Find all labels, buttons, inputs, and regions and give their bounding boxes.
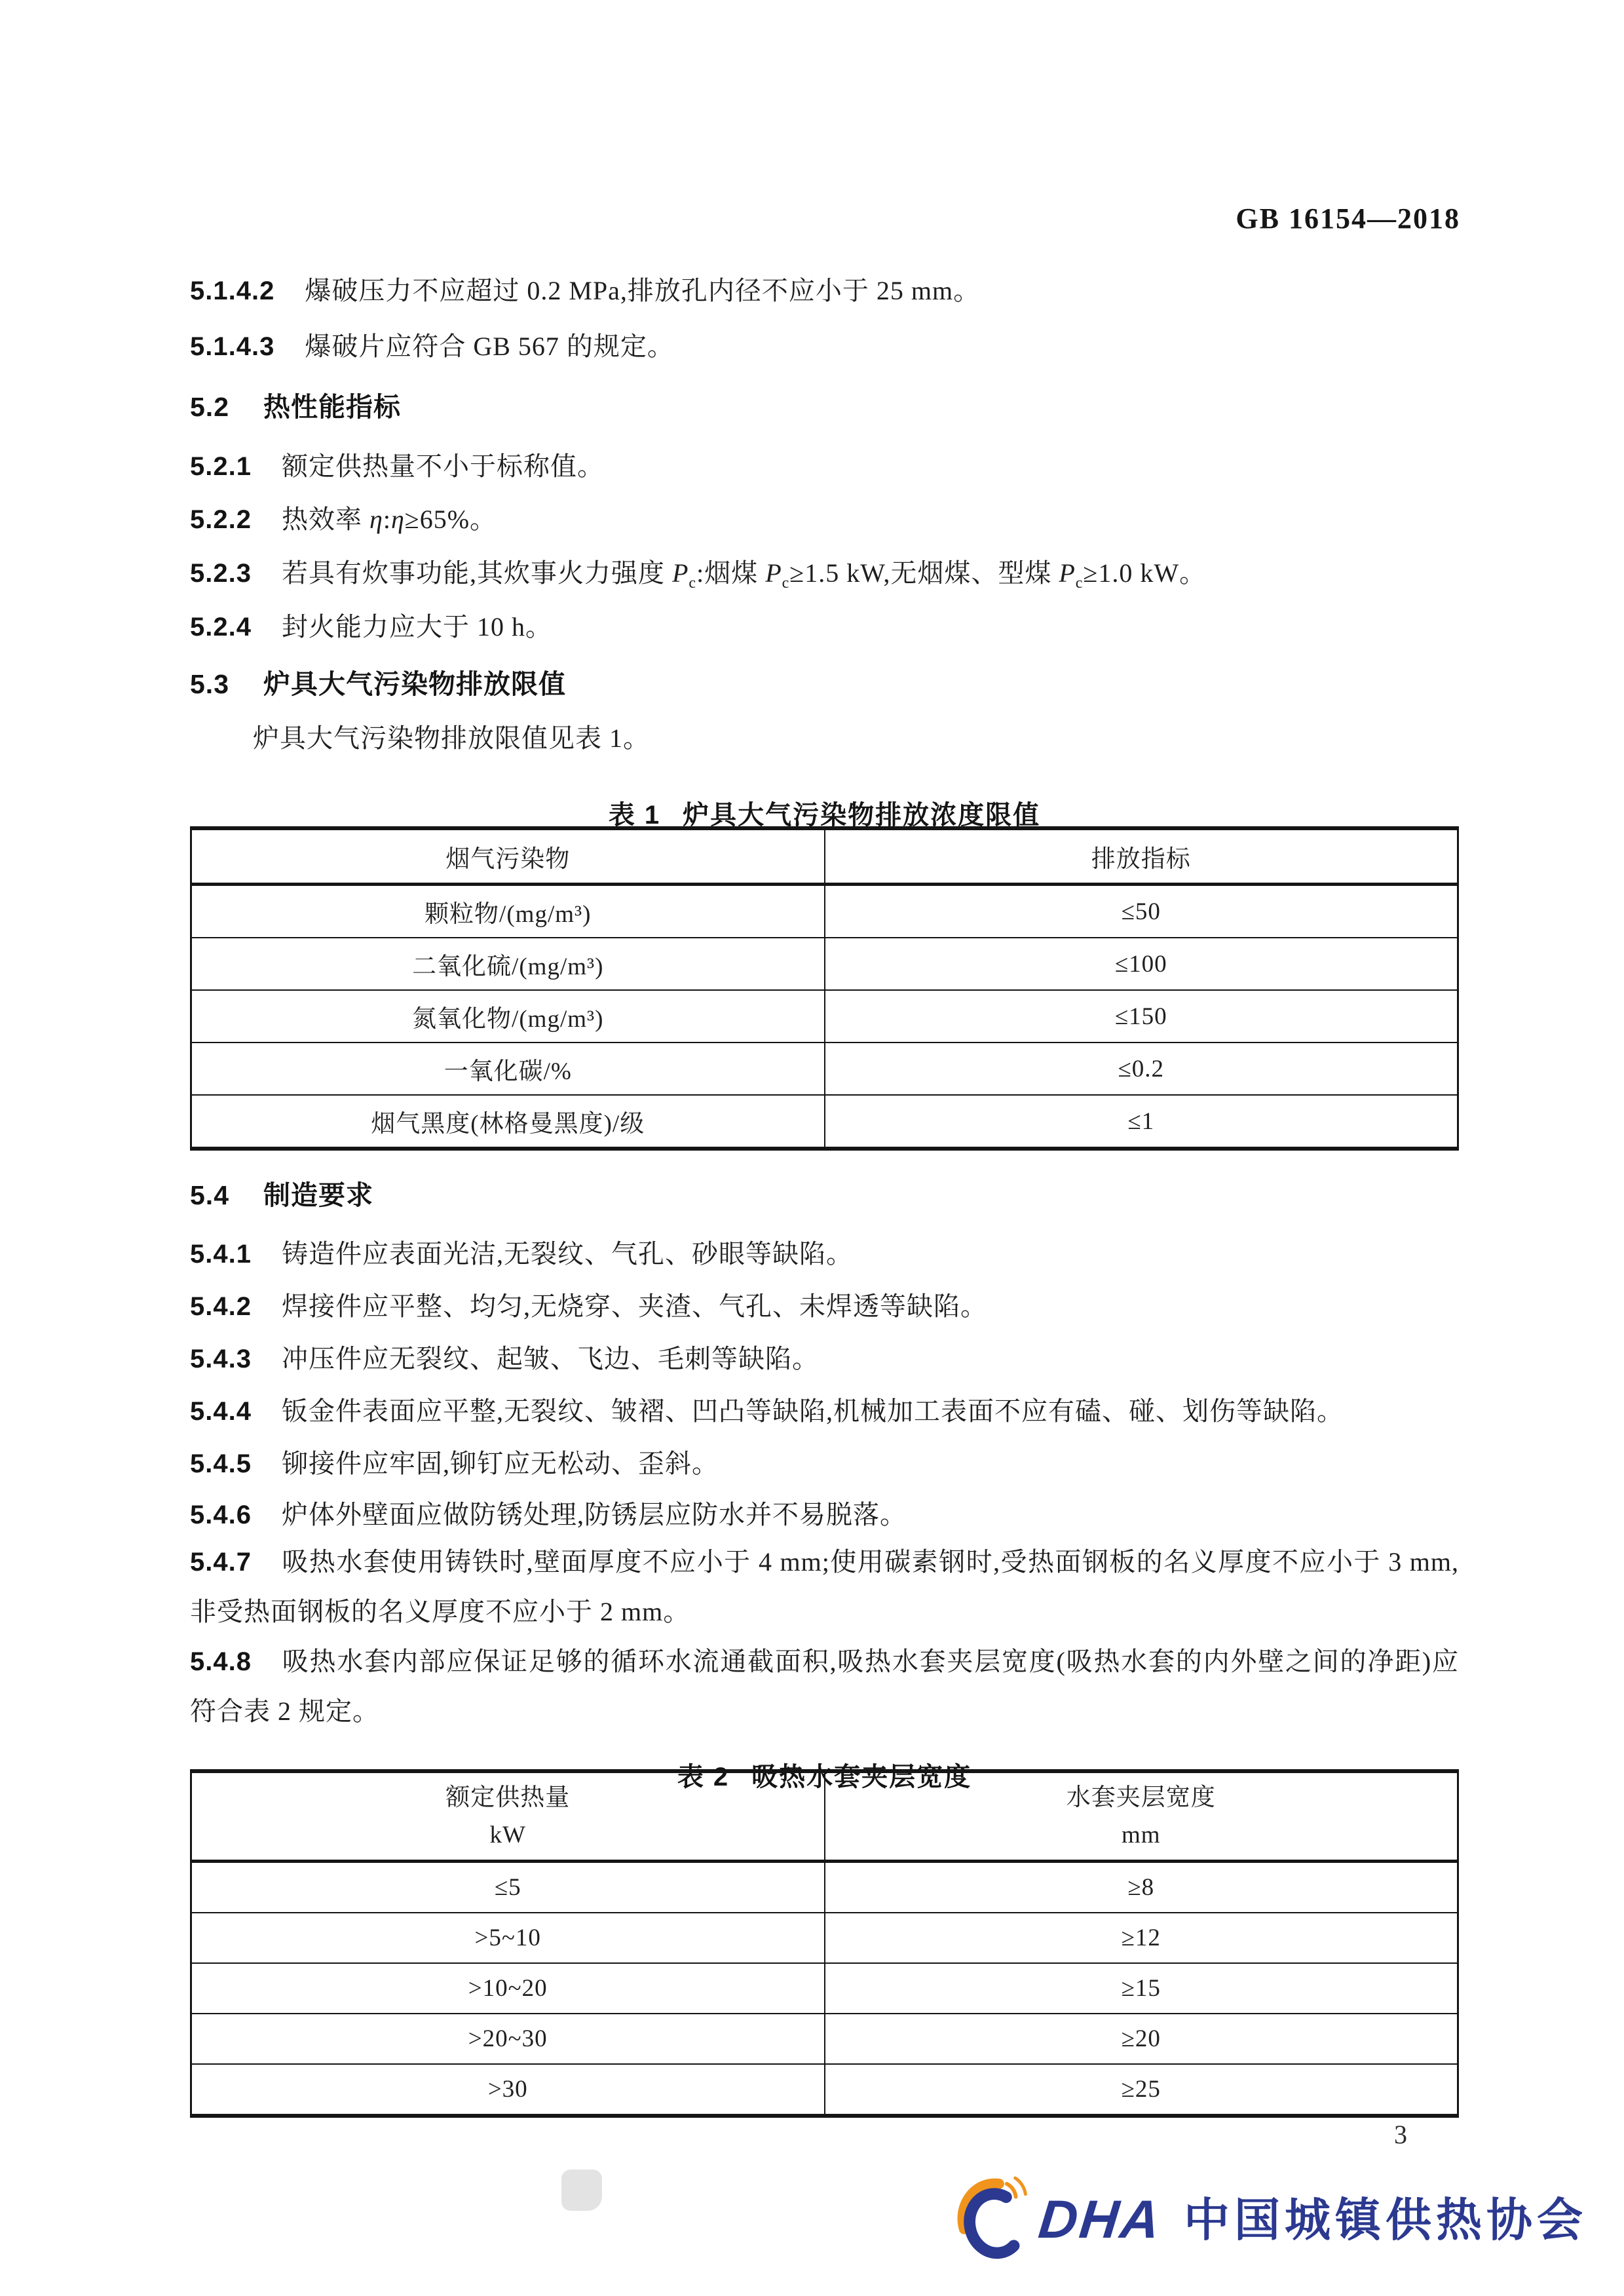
clause-number: 5.4.8: [190, 1647, 252, 1676]
clause-number: 5.4.4: [190, 1397, 252, 1426]
clause-number: 5.4.5: [190, 1449, 252, 1478]
section-title: 制造要求: [263, 1180, 373, 1210]
table-row: [191, 1963, 1458, 2014]
section-number: 5.2: [190, 392, 229, 422]
table-row: [191, 1095, 1458, 1149]
clause-5-4-4: [190, 1396, 1459, 1427]
table-row: [191, 2064, 1458, 2116]
clause-text: 吸热水套内部应保证足够的循环水流通截面积,吸热水套夹层宽度(吸热水套的内外壁之间的净距)应符合表 2 规定。: [190, 1647, 1459, 1726]
clause-number: 5.2.3: [190, 559, 252, 588]
t1-r4-limit: ≤1: [825, 1095, 1458, 1149]
clause-number: 5.4.3: [190, 1345, 252, 1373]
clause-number: 5.4.6: [190, 1501, 252, 1529]
t1-r0-limit: ≤50: [825, 885, 1458, 938]
clause-text: 铸造件应表面光洁,无裂纹、气孔、砂眼等缺陷。: [281, 1239, 853, 1269]
table-row: [191, 938, 1458, 990]
clause-number: 5.2.1: [190, 452, 252, 481]
clause-number: 5.4.2: [190, 1292, 252, 1321]
table2-header-row: [191, 1771, 1458, 1862]
eta-symbol: η: [390, 505, 405, 534]
clause-5-2-2: [190, 504, 1459, 535]
section-heading-5-2: [190, 391, 1459, 423]
t2-r3-heat: >20~30: [191, 2014, 825, 2064]
t2-r0-heat: ≤5: [191, 1862, 825, 1913]
clause-number: 5.1.4.3: [190, 332, 275, 361]
P-subscript: c: [782, 575, 790, 592]
clause-number: 5.2.2: [190, 505, 252, 534]
t1-r2-limit: ≤150: [825, 990, 1458, 1043]
clause-number: 5.1.4.2: [190, 277, 275, 305]
table2-header-width-name: 水套夹层宽度: [1066, 1784, 1216, 1811]
clause-5-1-4-3: [190, 331, 1459, 362]
intro-paragraph: 炉具大气污染物排放限值见表 1。: [253, 723, 650, 753]
table1-header-row: [191, 828, 1458, 885]
P-symbol: P: [765, 558, 782, 588]
t2-r4-width: ≥25: [825, 2064, 1458, 2116]
t2-r4-heat: >30: [191, 2064, 825, 2116]
table2-title: 吸热水套夹层宽度: [751, 1763, 972, 1791]
clause-text: 爆破片应符合 GB 567 的规定。: [305, 332, 674, 361]
t2-r3-width: ≥20: [825, 2014, 1458, 2064]
section-title: 炉具大气污染物排放限值: [263, 669, 566, 699]
table1-header-pollutant: 烟气污染物: [191, 828, 825, 885]
page-number: 3: [1394, 2120, 1407, 2149]
clause-text: 热效率 η:η≥65%。: [281, 505, 497, 534]
cdha-logo: [953, 2174, 1587, 2266]
section-heading-5-3: [190, 668, 1459, 700]
t1-r3-pollutant: 一氧化碳/%: [191, 1043, 825, 1095]
cdha-logo-name: 中国城镇供热协会: [1184, 2194, 1587, 2246]
P-subscript: c: [689, 575, 697, 592]
table-row: [191, 1913, 1458, 1963]
clause-text: 额定供热量不小于标称值。: [281, 451, 604, 481]
section-title: 热性能指标: [263, 392, 401, 422]
table1-emission-limits: [190, 826, 1459, 1151]
clause-number: 5.4.7: [190, 1548, 252, 1577]
eta-symbol: η: [369, 505, 383, 534]
P-symbol: P: [1059, 558, 1076, 588]
table2-header-heat-unit: kW: [489, 1822, 526, 1848]
section-number: 5.3: [190, 669, 229, 699]
t1-r1-pollutant: 二氧化硫/(mg/m³): [191, 938, 825, 990]
table2-label: 表 2: [677, 1763, 730, 1791]
t1-r3-limit: ≤0.2: [825, 1043, 1458, 1095]
clause-text: 铆接件应牢固,铆钉应无松动、歪斜。: [281, 1449, 719, 1478]
t2-r2-heat: >10~20: [191, 1963, 825, 2014]
table2-water-jacket-width: [190, 1769, 1459, 2118]
t2-r0-width: ≥8: [825, 1862, 1458, 1913]
t2-r1-heat: >5~10: [191, 1913, 825, 1963]
clause-5-4-1: [190, 1238, 1459, 1270]
table1-title: 炉具大气污染物排放浓度限值: [683, 801, 1041, 830]
clause-5-4-6: [190, 1499, 1459, 1531]
t1-r0-pollutant: 颗粒物/(mg/m³): [191, 885, 825, 938]
t2-r2-width: ≥15: [825, 1963, 1458, 2014]
table-row: [191, 1862, 1458, 1913]
table1-header-limit: 排放指标: [825, 828, 1458, 885]
table1-label: 表 1: [608, 801, 661, 830]
scan-artifact-square: [561, 2170, 602, 2211]
standard-number: GB 16154—2018: [1236, 202, 1460, 235]
clause-text: 吸热水套使用铸铁时,壁面厚度不应小于 4 mm;使用碳素钢时,受热面钢板的名义厚度不应小于 3 mm,非受热面钢板的名义厚度不应小于 2 mm。: [190, 1547, 1459, 1626]
table-row: [191, 1043, 1458, 1095]
clause-text: 炉体外壁面应做防锈处理,防锈层应防水并不易脱落。: [281, 1500, 907, 1529]
clause-5-4-5: [190, 1448, 1459, 1480]
table-row: [191, 885, 1458, 938]
t1-r1-limit: ≤100: [825, 938, 1458, 990]
t1-r2-pollutant: 氮氧化物/(mg/m³): [191, 990, 825, 1043]
cdha-logo-acronym: DHA: [1036, 2190, 1165, 2249]
clause-text: 冲压件应无裂纹、起皱、飞边、毛刺等缺陷。: [281, 1344, 819, 1373]
cdha-logo-swoosh-icon: [953, 2174, 1043, 2266]
clause-5-1-4-2: [190, 275, 1459, 307]
clause-text: 封火能力应大于 10 h。: [281, 612, 552, 641]
table-row: [191, 990, 1458, 1043]
clause-text: 焊接件应平整、均匀,无烧穿、夹渣、气孔、未焊透等缺陷。: [281, 1292, 987, 1321]
clause-5-2-3: [190, 558, 1459, 593]
clause-5-4-2: [190, 1291, 1459, 1322]
clause-text: 钣金件表面应平整,无裂纹、皱褶、凹凸等缺陷,机械加工表面不应有磕、碰、划伤等缺陷。: [281, 1396, 1344, 1426]
section-heading-5-4: [190, 1179, 1459, 1212]
section-number: 5.4: [190, 1180, 229, 1210]
table2-header-heat: [191, 1771, 825, 1862]
clause-text: 爆破压力不应超过 0.2 MPa,排放孔内径不应小于 25 mm。: [305, 276, 981, 305]
table2-header-width: [825, 1771, 1458, 1862]
clause-5-4-8: [190, 1637, 1459, 1736]
P-symbol: P: [671, 558, 689, 588]
clause-5-2-4: [190, 611, 1459, 643]
P-subscript: c: [1075, 575, 1084, 592]
table2-header-width-unit: mm: [1121, 1822, 1161, 1848]
clause-5-2-1: [190, 451, 1459, 482]
clause-text: 若具有炊事功能,其炊事火力强度 $P_c$:烟煤 $P_c\ge 1.5$ kW,无烟煤、型煤 $P_c\ge 1.0$ kW。: [281, 558, 1207, 592]
clause-5-4-3: [190, 1343, 1459, 1375]
table2-header-heat-name: 额定供热量: [445, 1784, 571, 1811]
t2-r1-width: ≥12: [825, 1913, 1458, 1963]
clause-5-4-7: [190, 1537, 1459, 1637]
clause-number: 5.2.4: [190, 613, 252, 641]
table-row: [191, 2014, 1458, 2064]
clause-number: 5.4.1: [190, 1240, 252, 1269]
t1-r4-pollutant: 烟气黑度(林格曼黑度)/级: [191, 1095, 825, 1149]
